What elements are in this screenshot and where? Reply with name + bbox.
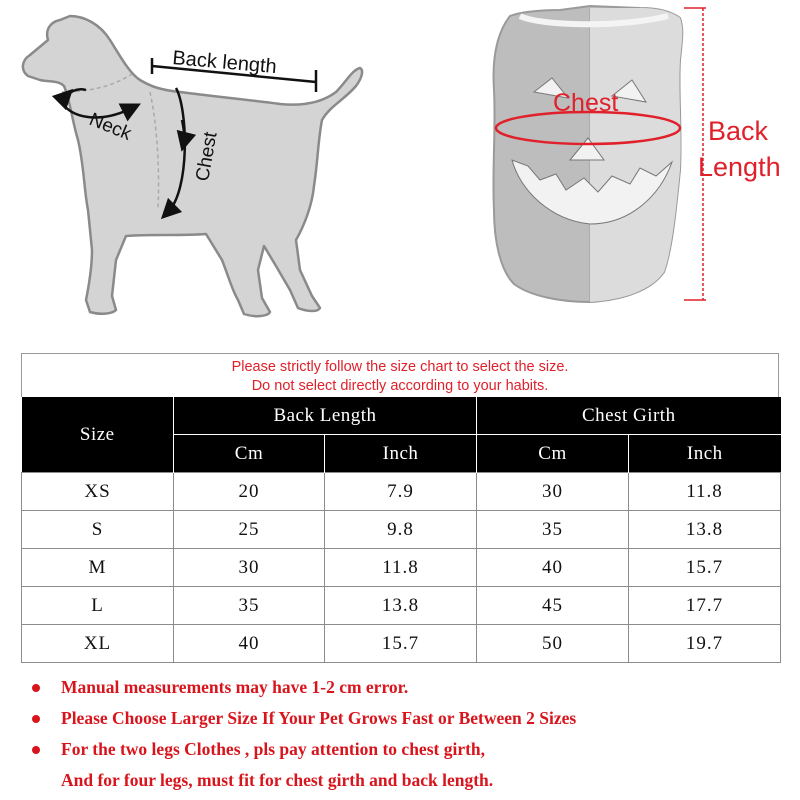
chest-label: Chest [192, 130, 222, 183]
header-chest-girth: Chest Girth [477, 397, 781, 435]
back-cm-cell: 30 [174, 549, 325, 587]
note-text: Manual measurements may have 1-2 cm error. [61, 677, 409, 697]
dog-measurement-diagram [0, 0, 400, 340]
back-cm-cell: 35 [174, 587, 325, 625]
neck-label: Neck [86, 109, 135, 145]
size-cell: XL [22, 625, 174, 663]
back-inch-cell: 15.7 [325, 625, 477, 663]
header-back-cm: Cm [174, 435, 325, 473]
table-row [22, 549, 781, 587]
back-inch-cell: 13.8 [325, 587, 477, 625]
list-item [32, 769, 782, 800]
shirt-back-label-line2: Length [698, 152, 781, 182]
notice-line-2: Do not select directly according to your habits. [251, 378, 549, 394]
note-text: Please Choose Larger Size If Your Pet Grows Fast or Between 2 Sizes [61, 708, 577, 728]
back-inch-cell: 9.8 [325, 511, 477, 549]
shirt-measurement-diagram [440, 0, 800, 320]
shirt-back-label-line1: Back [708, 116, 769, 146]
chest-cm-cell: 50 [477, 625, 629, 663]
back-cm-cell: 20 [174, 473, 325, 511]
list-item [32, 738, 782, 769]
size-cell: M [22, 549, 174, 587]
chest-inch-cell: 15.7 [629, 549, 781, 587]
chest-inch-cell: 11.8 [629, 473, 781, 511]
note-text: And for four legs, must fit for chest girth and back length. [61, 770, 494, 790]
header-size: Size [22, 397, 174, 473]
shirt-chest-label: Chest [553, 89, 619, 117]
size-cell: XS [22, 473, 174, 511]
note-text: For the two legs Clothes , pls pay attention to chest girth, [61, 739, 486, 759]
back-inch-cell: 11.8 [325, 549, 477, 587]
bullet-icon [32, 746, 40, 754]
chest-cm-cell: 40 [477, 549, 629, 587]
table-row [22, 587, 781, 625]
notice-line-1: Please strictly follow the size chart to select the size. [231, 359, 569, 375]
header-back-inch: Inch [325, 435, 477, 473]
table-row [22, 511, 781, 549]
list-item [32, 707, 782, 738]
header-back-length: Back Length [174, 397, 477, 435]
list-item [32, 676, 782, 707]
size-chart-table [21, 397, 781, 663]
header-chest-inch: Inch [629, 435, 781, 473]
back-length-label: Back length [171, 47, 278, 79]
back-cm-cell: 40 [174, 625, 325, 663]
size-notice [21, 353, 779, 397]
table-row [22, 473, 781, 511]
size-cell: S [22, 511, 174, 549]
chest-cm-cell: 45 [477, 587, 629, 625]
chest-inch-cell: 17.7 [629, 587, 781, 625]
chest-cm-cell: 30 [477, 473, 629, 511]
bullet-icon [32, 684, 40, 692]
chest-inch-cell: 13.8 [629, 511, 781, 549]
bullet-icon [32, 715, 40, 723]
chest-cm-cell: 35 [477, 511, 629, 549]
back-inch-cell: 7.9 [325, 473, 477, 511]
notes-list [32, 676, 782, 800]
back-cm-cell: 25 [174, 511, 325, 549]
chest-inch-cell: 19.7 [629, 625, 781, 663]
size-cell: L [22, 587, 174, 625]
table-row [22, 625, 781, 663]
header-chest-cm: Cm [477, 435, 629, 473]
